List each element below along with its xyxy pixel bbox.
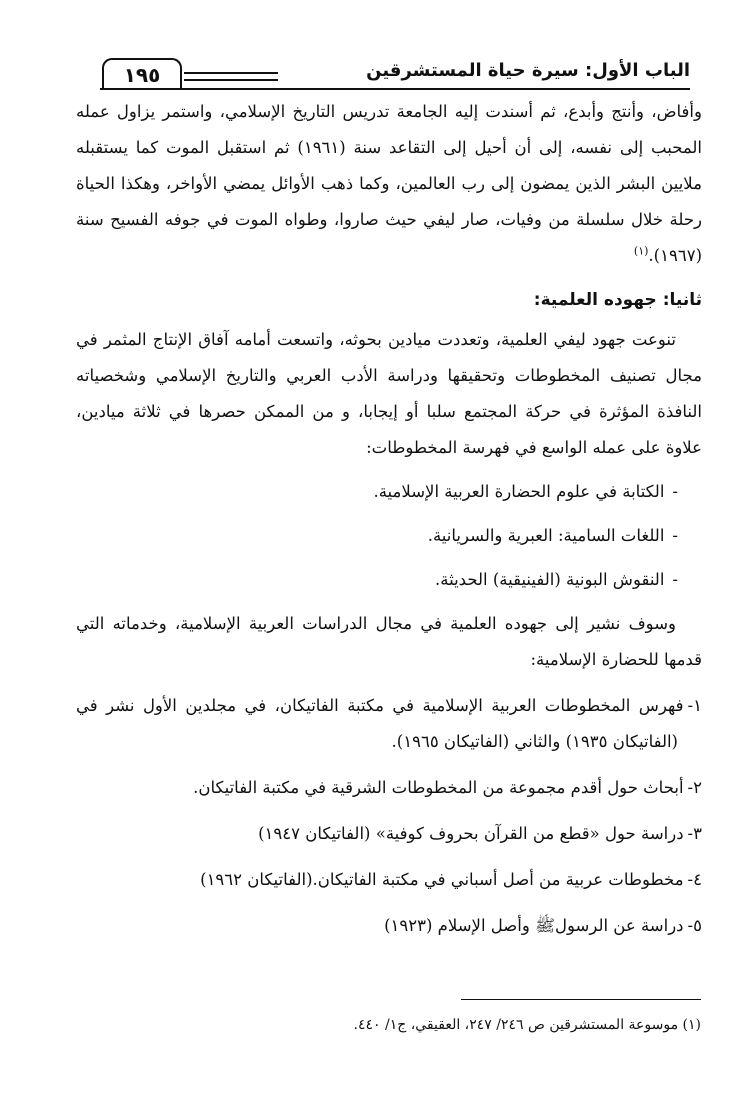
page-header [100,52,690,92]
numbered-item: ٣-دراسة حول «قطع من القرآن بحروف كوفية» (الفاتيكان ١٩٤٧) [258,824,702,843]
numbered-item: ١-فهرس المخطوطات العربية الإسلامية في مكتبة الفاتيكان، في مجلدين الأول نشر في (الفاتيكان ١٩٣٥) والثاني (الفاتيكان ١٩٦٥). [76,696,702,751]
paragraph: وسوف نشير إلى جهوده العلمية في مجال الدراسات العربية الإسلامية، وخدماته التي قدمها للحضارة الإسلامية: [76,614,702,669]
paragraph [76,94,702,274]
numbered-item: ٥-دراسة عن الرسولﷺ وأصل الإسلام (١٩٢٣) [384,916,702,935]
list-item: -الكتابة في علوم الحضارة العربية الإسلامية. [373,482,678,501]
numbered-item: ٢-أبحاث حول أقدم مجموعة من المخطوطات الشرقية في مكتبة الفاتيكان. [193,778,702,797]
header-rule [100,88,690,90]
numbered-item: ٤-مخطوطات عربية من أصل أسباني في مكتبة الفاتيكان.(الفاتيكان ١٩٦٢) [200,870,702,889]
footnote-separator [461,999,701,1000]
header-ornament-line [184,79,278,81]
paragraph: تنوعت جهود ليفي العلمية، وتعددت ميادين بحوثه، واتسعت أمامه آفاق الإنتاج المثمر في مجال تصنيف المخطوطات وتحقيقها ودراسة الأدب العربي والتاريخ الإسلامي وشخصياته النافذة المؤثرة في حركة المجتمع سلبا أو إيجابا، و من الممكن حصرها في ثلاثة ميادين، علاوة على عمله الواسع في فهرسة المخطوطات: [76,330,702,457]
header-ornament-line [184,72,278,74]
page-number: ١٩٥ [102,58,182,90]
footnote-marker: (١) [633,244,649,258]
section-heading: ثانيا: جهوده العلمية: [533,290,702,310]
running-title: الباب الأول: سيرة حياة المستشرقين [366,60,690,81]
paragraph-text: وأفاض، وأنتج وأبدع، ثم أسندت إليه الجامعة تدريس التاريخ الإسلامي، واستمر يزاول عمله المحبب إلى نفسه، إلى أن أحيل إلى التقاعد سنة (١٩٦١) ثم استقبل الموت كما يستقبله ملايين البشر الذين يمضون إلى رب العالمين، وكما ذهب الأوائل يمضي الأواخر، وهكذا الحياة رحلة خلال سلسلة من وفيات، صار ليفي حيث صاروا، وطواه الموت في جوفه الفسيح سنة (١٩٦٧). [76,102,702,265]
list-item: -اللغات السامية: العبرية والسريانية. [427,526,678,545]
footnote: (١) موسوعة المستشرقين ص ٢٤٦/ ٢٤٧، العقيقي، ج١/ ٤٤٠. [353,1017,701,1033]
main-text [76,94,702,944]
list-item: -النقوش البونية (الفينيقية) الحديثة. [435,570,678,589]
